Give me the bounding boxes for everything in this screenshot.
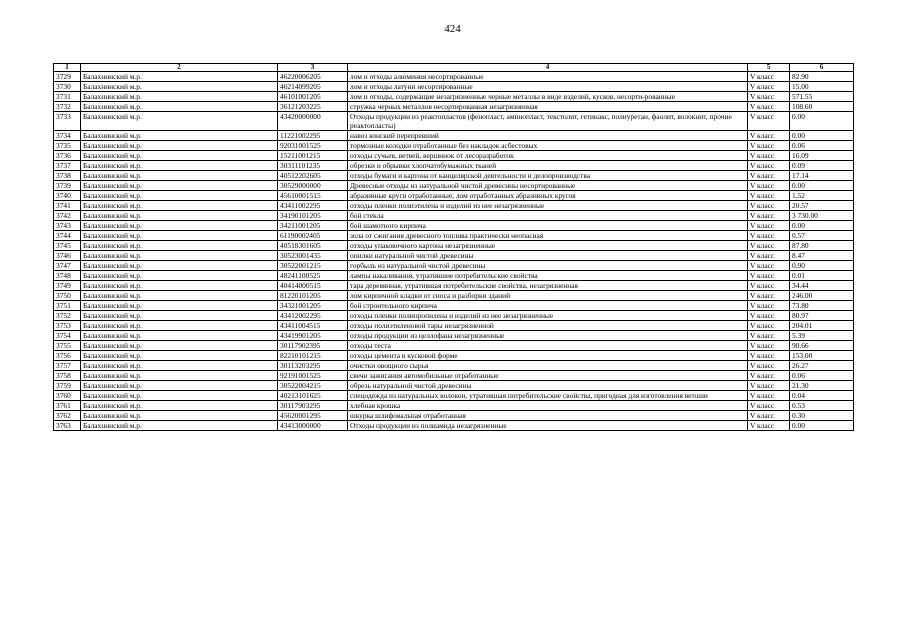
district-cell: Балахнинский м.р. xyxy=(81,112,278,131)
table-row xyxy=(54,421,854,431)
hazard-class-cell: V класс xyxy=(748,321,790,331)
hazard-class-cell: V класс xyxy=(748,201,790,211)
waste-code-cell: 45620001295 xyxy=(278,411,348,421)
district-cell: Балахнинский м.р. xyxy=(81,391,278,401)
waste-code-cell: 30522001215 xyxy=(278,261,348,271)
waste-description-cell: лом и отходы латуни несортированные xyxy=(348,82,748,92)
district-cell: Балахнинский м.р. xyxy=(81,181,278,191)
district-cell: Балахнинский м.р. xyxy=(81,92,278,102)
table-row xyxy=(54,391,854,401)
row-number-cell: 3748 xyxy=(54,271,81,281)
hazard-class-cell: V класс xyxy=(748,381,790,391)
amount-cell: 0.06 xyxy=(790,371,854,381)
waste-description-cell: лом и отходы алюминия несортированные xyxy=(348,72,748,82)
row-number-cell: 3749 xyxy=(54,281,81,291)
hazard-class-cell: V класс xyxy=(748,112,790,131)
hazard-class-cell: V класс xyxy=(748,371,790,381)
hazard-class-cell: V класс xyxy=(748,141,790,151)
row-number-cell: 3744 xyxy=(54,231,81,241)
row-number-cell: 3732 xyxy=(54,102,81,112)
amount-cell: 108.60 xyxy=(790,102,854,112)
amount-cell: 246.00 xyxy=(790,291,854,301)
table-row xyxy=(54,72,854,82)
district-cell: Балахнинский м.р. xyxy=(81,191,278,201)
waste-description-cell: горбыль из натуральной чистой древесины xyxy=(348,261,748,271)
waste-description-cell: лампы накаливания, утратившие потребительские свойства xyxy=(348,271,748,281)
amount-cell: 21.30 xyxy=(790,381,854,391)
amount-cell: 0.00 xyxy=(790,112,854,131)
waste-description-cell: навоз конский перепревший xyxy=(348,131,748,141)
hazard-class-cell: V класс xyxy=(748,361,790,371)
district-cell: Балахнинский м.р. xyxy=(81,161,278,171)
amount-cell: 0.00 xyxy=(790,421,854,431)
waste-code-cell: 34211001205 xyxy=(278,221,348,231)
district-cell: Балахнинский м.р. xyxy=(81,102,278,112)
row-number-cell: 3739 xyxy=(54,181,81,191)
amount-cell: 0.01 xyxy=(790,271,854,281)
waste-description-cell: зола от сжигания древесного топлива практически неопасная xyxy=(348,231,748,241)
amount-cell: 20.57 xyxy=(790,201,854,211)
amount-cell: 0.30 xyxy=(790,411,854,421)
table-row xyxy=(54,271,854,281)
table-row xyxy=(54,131,854,141)
table-row xyxy=(54,411,854,421)
hazard-class-cell: V класс xyxy=(748,151,790,161)
hazard-class-cell: V класс xyxy=(748,221,790,231)
table-row xyxy=(54,291,854,301)
waste-description-cell: бой строительного кирпича xyxy=(348,301,748,311)
amount-cell: 0.00 xyxy=(790,131,854,141)
waste-description-cell: отходы бумаги и картона от канцелярской деятельности и делопроизводства xyxy=(348,171,748,181)
district-cell: Балахнинский м.р. xyxy=(81,371,278,381)
amount-cell: 34.44 xyxy=(790,281,854,291)
row-number-cell: 3745 xyxy=(54,241,81,251)
district-cell: Балахнинский м.р. xyxy=(81,241,278,251)
row-number-cell: 3758 xyxy=(54,371,81,381)
hazard-class-cell: V класс xyxy=(748,171,790,181)
column-header: 4 xyxy=(348,64,748,72)
waste-description-cell: стружка черных металлов несортированная незагрязненная xyxy=(348,102,748,112)
waste-description-cell: бой стекла xyxy=(348,211,748,221)
district-cell: Балахнинский м.р. xyxy=(81,291,278,301)
table-row xyxy=(54,211,854,221)
district-cell: Балахнинский м.р. xyxy=(81,141,278,151)
table-row xyxy=(54,311,854,321)
row-number-cell: 3759 xyxy=(54,381,81,391)
hazard-class-cell: V класс xyxy=(748,72,790,82)
waste-code-cell: 40512202605 xyxy=(278,171,348,181)
column-header: 3 xyxy=(278,64,348,72)
district-cell: Балахнинский м.р. xyxy=(81,361,278,371)
row-number-cell: 3760 xyxy=(54,391,81,401)
hazard-class-cell: V класс xyxy=(748,391,790,401)
row-number-cell: 3746 xyxy=(54,251,81,261)
waste-description-cell: отходы теста xyxy=(348,341,748,351)
table-row xyxy=(54,341,854,351)
table-row xyxy=(54,191,854,201)
district-cell: Балахнинский м.р. xyxy=(81,251,278,261)
amount-cell: 8.47 xyxy=(790,251,854,261)
waste-description-cell: отходы цемента в кусковой форме xyxy=(348,351,748,361)
row-number-cell: 3731 xyxy=(54,92,81,102)
hazard-class-cell: V класс xyxy=(748,82,790,92)
amount-cell: 26.27 xyxy=(790,361,854,371)
hazard-class-cell: V класс xyxy=(748,161,790,171)
hazard-class-cell: V класс xyxy=(748,411,790,421)
amount-cell: 3 730.00 xyxy=(790,211,854,221)
waste-description-cell: отходы полиэтиленовой тары незагрязненной xyxy=(348,321,748,331)
row-number-cell: 3733 xyxy=(54,112,81,131)
hazard-class-cell: V класс xyxy=(748,351,790,361)
waste-description-cell: Отходы продукции из реактопластов (фенопласт, аминопласт, текстолит, гетинакс, полиуретан, фаолит, волокнит, прочие реактопласты) xyxy=(348,112,748,131)
amount-cell: 1.52 xyxy=(790,191,854,201)
district-cell: Балахнинский м.р. xyxy=(81,381,278,391)
waste-description-cell: бой шамотного кирпича xyxy=(348,221,748,231)
amount-cell: 90.66 xyxy=(790,341,854,351)
waste-description-cell: хлебная крошка xyxy=(348,401,748,411)
row-number-cell: 3737 xyxy=(54,161,81,171)
table-row xyxy=(54,102,854,112)
row-number-cell: 3762 xyxy=(54,411,81,421)
row-number-cell: 3738 xyxy=(54,171,81,181)
table-row xyxy=(54,261,854,271)
row-number-cell: 3755 xyxy=(54,341,81,351)
table-row xyxy=(54,181,854,191)
district-cell: Балахнинский м.р. xyxy=(81,271,278,281)
amount-cell: 0.53 xyxy=(790,401,854,411)
waste-description-cell: тормозные колодки отработанные без накладок асбестовых xyxy=(348,141,748,151)
amount-cell: 5.39 xyxy=(790,331,854,341)
waste-code-cell: 43411002295 xyxy=(278,201,348,211)
column-header: 6 xyxy=(790,64,854,72)
district-cell: Балахнинский м.р. xyxy=(81,82,278,92)
waste-code-cell: 36121203225 xyxy=(278,102,348,112)
amount-cell: 153.00 xyxy=(790,351,854,361)
table-row xyxy=(54,241,854,251)
district-cell: Балахнинский м.р. xyxy=(81,72,278,82)
amount-cell: 0.04 xyxy=(790,391,854,401)
hazard-class-cell: V класс xyxy=(748,102,790,112)
hazard-class-cell: V класс xyxy=(748,331,790,341)
waste-code-cell: 30117902395 xyxy=(278,341,348,351)
waste-registry-table xyxy=(53,63,854,431)
amount-cell: 80.97 xyxy=(790,311,854,321)
row-number-cell: 3753 xyxy=(54,321,81,331)
waste-description-cell: отходы пленки полипропилена и изделий из нее незагрязненные xyxy=(348,311,748,321)
waste-description-cell: шкурка шлифовальная отработанная xyxy=(348,411,748,421)
hazard-class-cell: V класс xyxy=(748,261,790,271)
waste-description-cell: спецодежда из натуральных волокон, утратившая потребительские свойства, пригодная для изготовления ветоши xyxy=(348,391,748,401)
waste-code-cell: 30113203295 xyxy=(278,361,348,371)
row-number-cell: 3763 xyxy=(54,421,81,431)
row-number-cell: 3750 xyxy=(54,291,81,301)
table-row xyxy=(54,112,854,131)
waste-code-cell: 48241100525 xyxy=(278,271,348,281)
column-header: 5 xyxy=(748,64,790,72)
waste-code-cell: 43411004515 xyxy=(278,321,348,331)
waste-description-cell: тара деревянная, утратившая потребительские свойства, незагрязненная xyxy=(348,281,748,291)
hazard-class-cell: V класс xyxy=(748,251,790,261)
amount-cell: 204.01 xyxy=(790,321,854,331)
row-number-cell: 3757 xyxy=(54,361,81,371)
amount-cell: 0.00 xyxy=(790,181,854,191)
waste-description-cell: абразивные круги отработанные, лом отработанных абразивных кругов xyxy=(348,191,748,201)
table-row xyxy=(54,161,854,171)
waste-description-cell: Древесные отходы из натуральной чистой древесины несортированные xyxy=(348,181,748,191)
table-row xyxy=(54,231,854,241)
waste-code-cell: 34190101205 xyxy=(278,211,348,221)
district-cell: Балахнинский м.р. xyxy=(81,341,278,351)
hazard-class-cell: V класс xyxy=(748,291,790,301)
hazard-class-cell: V класс xyxy=(748,341,790,351)
amount-cell: 0.57 xyxy=(790,231,854,241)
waste-code-cell: 30117903295 xyxy=(278,401,348,411)
district-cell: Балахнинский м.р. xyxy=(81,351,278,361)
amount-cell: 16.09 xyxy=(790,151,854,161)
district-cell: Балахнинский м.р. xyxy=(81,231,278,241)
row-number-cell: 3740 xyxy=(54,191,81,201)
table-row xyxy=(54,201,854,211)
hazard-class-cell: V класс xyxy=(748,421,790,431)
district-cell: Балахнинский м.р. xyxy=(81,211,278,221)
table-row xyxy=(54,281,854,291)
waste-description-cell: Отходы продукции из полиамида незагрязненные xyxy=(348,421,748,431)
amount-cell: 571.55 xyxy=(790,92,854,102)
waste-description-cell: опилки натуральной чистой древесины xyxy=(348,251,748,261)
waste-code-cell: 30523001435 xyxy=(278,251,348,261)
waste-code-cell: 92191001525 xyxy=(278,371,348,381)
hazard-class-cell: V класс xyxy=(748,271,790,281)
row-number-cell: 3743 xyxy=(54,221,81,231)
waste-code-cell: 43412002295 xyxy=(278,311,348,321)
waste-code-cell: 11221002295 xyxy=(278,131,348,141)
hazard-class-cell: V класс xyxy=(748,131,790,141)
waste-code-cell: 34321001205 xyxy=(278,301,348,311)
hazard-class-cell: V класс xyxy=(748,311,790,321)
table-row xyxy=(54,251,854,261)
table-row xyxy=(54,381,854,391)
row-number-cell: 3741 xyxy=(54,201,81,211)
table-row xyxy=(54,321,854,331)
hazard-class-cell: V класс xyxy=(748,401,790,411)
table-row xyxy=(54,141,854,151)
district-cell: Балахнинский м.р. xyxy=(81,221,278,231)
waste-description-cell: отходы упаковочного картона незагрязненные xyxy=(348,241,748,251)
waste-code-cell: 45610001515 xyxy=(278,191,348,201)
amount-cell: 73.80 xyxy=(790,301,854,311)
row-number-cell: 3736 xyxy=(54,151,81,161)
hazard-class-cell: V класс xyxy=(748,92,790,102)
row-number-cell: 3729 xyxy=(54,72,81,82)
row-number-cell: 3734 xyxy=(54,131,81,141)
table-row xyxy=(54,82,854,92)
hazard-class-cell: V класс xyxy=(748,301,790,311)
table-row xyxy=(54,301,854,311)
waste-description-cell: обрезки и обрывки хлопчатобумажных тканей xyxy=(348,161,748,171)
waste-code-cell: 43413000000 xyxy=(278,421,348,431)
column-header: 2 xyxy=(81,64,278,72)
waste-description-cell: отходы сучьев, ветвей, вершинок от лесоразработок xyxy=(348,151,748,161)
table-row xyxy=(54,221,854,231)
amount-cell: 0.09 xyxy=(790,161,854,171)
waste-code-cell: 40213101625 xyxy=(278,391,348,401)
waste-code-cell: 40518301605 xyxy=(278,241,348,251)
row-number-cell: 3735 xyxy=(54,141,81,151)
hazard-class-cell: V класс xyxy=(748,241,790,251)
district-cell: Балахнинский м.р. xyxy=(81,401,278,411)
district-cell: Балахнинский м.р. xyxy=(81,421,278,431)
waste-description-cell: лом кирпичной кладки от сноса и разборки зданий xyxy=(348,291,748,301)
page-number: 424 xyxy=(444,23,461,35)
row-number-cell: 3742 xyxy=(54,211,81,221)
waste-code-cell: 40414000515 xyxy=(278,281,348,291)
row-number-cell: 3747 xyxy=(54,261,81,271)
waste-description-cell: лом и отходы, содержащие незагрязненные черные металлы в виде изделий, кусков, несорти-рованные xyxy=(348,92,748,102)
waste-code-cell: 43419901205 xyxy=(278,331,348,341)
waste-description-cell: отходы продукции из целлофана незагрязненные xyxy=(348,331,748,341)
district-cell: Балахнинский м.р. xyxy=(81,261,278,271)
amount-cell: 0.90 xyxy=(790,261,854,271)
waste-code-cell: 30529000000 xyxy=(278,181,348,191)
amount-cell: 15.00 xyxy=(790,82,854,92)
table-row xyxy=(54,171,854,181)
waste-code-cell: 81220101205 xyxy=(278,291,348,301)
row-number-cell: 3756 xyxy=(54,351,81,361)
table-row xyxy=(54,151,854,161)
district-cell: Балахнинский м.р. xyxy=(81,311,278,321)
table-row xyxy=(54,351,854,361)
amount-cell: 0.06 xyxy=(790,141,854,151)
district-cell: Балахнинский м.р. xyxy=(81,301,278,311)
amount-cell: 17.14 xyxy=(790,171,854,181)
amount-cell: 0.00 xyxy=(790,221,854,231)
waste-code-cell: 43420000000 xyxy=(278,112,348,131)
waste-description-cell: свечи зажигания автомобильные отработанные xyxy=(348,371,748,381)
hazard-class-cell: V класс xyxy=(748,211,790,221)
table-row xyxy=(54,371,854,381)
district-cell: Балахнинский м.р. xyxy=(81,171,278,181)
table-row xyxy=(54,361,854,371)
waste-description-cell: отходы пленки полиэтилена и изделий из нее незагрязненные xyxy=(348,201,748,211)
waste-code-cell: 46101001205 xyxy=(278,92,348,102)
waste-code-cell: 92031001525 xyxy=(278,141,348,151)
table-row xyxy=(54,401,854,411)
district-cell: Балахнинский м.р. xyxy=(81,201,278,211)
table-row xyxy=(54,331,854,341)
waste-description-cell: обрезь натуральной чистой древесины xyxy=(348,381,748,391)
district-cell: Балахнинский м.р. xyxy=(81,331,278,341)
district-cell: Балахнинский м.р. xyxy=(81,411,278,421)
amount-cell: 82.90 xyxy=(790,72,854,82)
column-header: 1 xyxy=(54,64,81,72)
hazard-class-cell: V класс xyxy=(748,281,790,291)
waste-code-cell: 46220006205 xyxy=(278,72,348,82)
waste-code-cell: 15211001215 xyxy=(278,151,348,161)
waste-code-cell: 61190002405 xyxy=(278,231,348,241)
waste-code-cell: 30311101235 xyxy=(278,161,348,171)
row-number-cell: 3754 xyxy=(54,331,81,341)
table-row xyxy=(54,92,854,102)
district-cell: Балахнинский м.р. xyxy=(81,281,278,291)
table-header-row xyxy=(54,64,854,72)
waste-code-cell: 30522004215 xyxy=(278,381,348,391)
district-cell: Балахнинский м.р. xyxy=(81,321,278,331)
waste-description-cell: очистки овощного сырья xyxy=(348,361,748,371)
hazard-class-cell: V класс xyxy=(748,231,790,241)
table-body xyxy=(54,72,854,431)
waste-code-cell: 82210101215 xyxy=(278,351,348,361)
hazard-class-cell: V класс xyxy=(748,181,790,191)
district-cell: Балахнинский м.р. xyxy=(81,151,278,161)
row-number-cell: 3752 xyxy=(54,311,81,321)
row-number-cell: 3730 xyxy=(54,82,81,92)
row-number-cell: 3751 xyxy=(54,301,81,311)
waste-code-cell: 46214099205 xyxy=(278,82,348,92)
district-cell: Балахнинский м.р. xyxy=(81,131,278,141)
hazard-class-cell: V класс xyxy=(748,191,790,201)
amount-cell: 87.80 xyxy=(790,241,854,251)
row-number-cell: 3761 xyxy=(54,401,81,411)
